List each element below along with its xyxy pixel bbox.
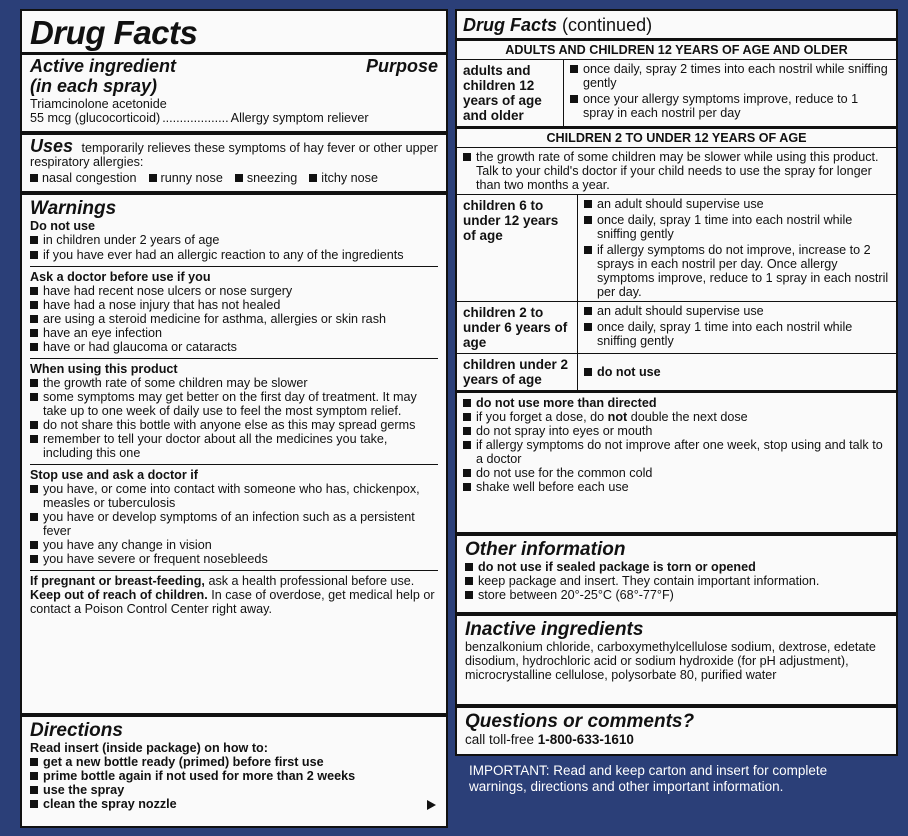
list-item: you have or develop symptoms of an infection such as a persistent fever xyxy=(30,510,438,538)
phone-line: call toll-free 1-800-633-1610 xyxy=(465,732,634,747)
ask-doctor-heading: Ask a doctor before use if you xyxy=(30,270,211,284)
general-directions xyxy=(463,393,890,494)
questions-panel xyxy=(455,706,898,756)
list-item: use the spray xyxy=(30,783,438,797)
list-item: shake well before each use xyxy=(463,480,890,494)
other-heading: Other information xyxy=(465,539,626,560)
ingredient-dose: 55 mcg (glucocorticoid) xyxy=(30,111,161,125)
continued-title: Drug Facts (continued) xyxy=(463,15,653,35)
list-item: do not use more than directed xyxy=(463,396,890,410)
adults-label: adults and children 12 years of age and older xyxy=(457,60,564,126)
adults-row xyxy=(457,60,896,126)
children-under-2-row xyxy=(457,354,896,390)
list-item: if you forget a dose, do not double the next dose xyxy=(463,410,890,424)
list-item: do not spray into eyes or mouth xyxy=(463,424,890,438)
list-item: have or had glaucoma or cataracts xyxy=(30,340,438,354)
list-item: have had recent nose ulcers or nose surgery xyxy=(30,284,438,298)
adults-heading: ADULTS AND CHILDREN 12 YEARS OF AGE AND OLDER xyxy=(505,43,848,57)
list-item: an adult should supervise use xyxy=(584,197,890,211)
phone-number: 1-800-633-1610 xyxy=(537,732,634,747)
important-note: IMPORTANT: Read and keep carton and insert for complete warnings, directions and other important information. xyxy=(469,763,828,794)
list-item: itchy nose xyxy=(309,171,378,185)
uses-text: temporarily relieves these symptoms of hay fever or other upper respiratory allergies: xyxy=(30,141,438,169)
list-item: have an eye infection xyxy=(30,326,438,340)
list-item: sneezing xyxy=(235,171,297,185)
list-item: have had a nose injury that has not healed xyxy=(30,298,438,312)
pregnant-warning: If pregnant or breast-feeding, ask a health professional before use. xyxy=(30,574,415,588)
directions-intro: Read insert (inside package) on how to: xyxy=(30,741,268,755)
warnings-panel xyxy=(20,193,448,715)
list-item: clean the spray nozzle xyxy=(30,797,438,811)
children-2-row xyxy=(457,302,896,353)
list-item: runny nose xyxy=(149,171,223,185)
list-item: you have any change in vision xyxy=(30,538,438,552)
uses-panel xyxy=(20,133,448,193)
uses-list xyxy=(30,171,438,185)
ingredient-dots: ................... xyxy=(162,111,229,125)
c2-label: children 2 to under 6 years of age xyxy=(457,302,578,353)
purpose-heading: Purpose xyxy=(365,56,438,76)
list-item: in children under 2 years of age xyxy=(30,233,438,247)
list-item: once your allergy symptoms improve, reduce to 1 spray in each nostril per day xyxy=(570,92,890,120)
directions-heading: Directions xyxy=(30,720,123,741)
directions-panel xyxy=(20,715,448,828)
list-item: remember to tell your doctor about all the medicines you take, including this one xyxy=(30,432,438,460)
list-item: are using a steroid medicine for asthma, allergies or skin rash xyxy=(30,312,438,326)
list-item: prime bottle again if not used for more than 2 weeks xyxy=(30,769,438,783)
inactive-heading: Inactive ingredients xyxy=(465,619,644,640)
active-ingredient-panel xyxy=(20,9,448,133)
list-item: you have severe or frequent nosebleeds xyxy=(30,552,438,566)
drug-facts-title: Drug Facts xyxy=(30,14,198,51)
inactive-ingredients-panel xyxy=(455,614,898,706)
list-item: get a new bottle ready (primed) before first use xyxy=(30,755,438,769)
list-item: store between 20°-25°C (68°-77°F) xyxy=(465,588,888,602)
ingredient-purpose: Allergy symptom reliever xyxy=(230,111,369,125)
questions-heading: Questions or comments? xyxy=(465,711,695,732)
ingredient-name: Triamcinolone acetonide xyxy=(30,97,167,111)
cu2-label: children under 2 years of age xyxy=(457,354,578,390)
children-note: the growth rate of some children may be slower while using this product. Talk to your child's doctor if your child needs to use the spray for longer than two months a year. xyxy=(463,148,890,194)
list-item: if you have ever had an allergic reaction to any of the ingredients xyxy=(30,248,438,262)
list-item: do not use if sealed package is torn or opened xyxy=(465,560,888,574)
keep-out-warning: Keep out of reach of children. In case of overdose, get medical help or contact a Poison Control Center right away. xyxy=(30,588,435,616)
warnings-heading: Warnings xyxy=(30,198,117,219)
list-item: once daily, spray 1 time into each nostril while sniffing gently xyxy=(584,213,890,241)
list-item: you have, or come into contact with someone who has, chickenpox, measles or tuberculosis xyxy=(30,482,438,510)
directions-continued-panel xyxy=(455,9,898,534)
stop-use-heading: Stop use and ask a doctor if xyxy=(30,468,198,482)
list-item: if allergy symptoms do not improve after one week, stop using and talk to a doctor xyxy=(463,438,890,466)
continue-arrow-icon xyxy=(427,800,436,810)
list-item: an adult should supervise use xyxy=(584,304,890,318)
inactive-text: benzalkonium chloride, carboxymethylcellulose sodium, dextrose, edetate disodium, hydrochloric acid or sodium hydroxide (for pH adjustment), microcrystalline cellulose, polysorbate 80, purified water xyxy=(465,640,876,682)
list-item: nasal congestion xyxy=(30,171,137,185)
children-6-row xyxy=(457,195,896,301)
list-item: keep package and insert. They contain important information. xyxy=(465,574,888,588)
children-heading: CHILDREN 2 TO UNDER 12 YEARS OF AGE xyxy=(546,131,807,145)
active-ingredient-heading: Active ingredient (in each spray) xyxy=(30,56,177,96)
c6-label: children 6 to under 12 years of age xyxy=(457,195,578,301)
ingredient-line xyxy=(30,111,438,125)
list-item: do not share this bottle with anyone else as this may spread germs xyxy=(30,418,438,432)
list-item: if allergy symptoms do not improve, increase to 2 sprays in each nostril per day. Once allergy symptoms improve, reduce to 1 spray in each nostril per day. xyxy=(584,243,890,299)
uses-heading: Uses xyxy=(30,136,74,156)
list-item: do not use xyxy=(584,365,890,379)
other-information-panel xyxy=(455,534,898,614)
when-using-heading: When using this product xyxy=(30,362,178,376)
list-item: do not use for the common cold xyxy=(463,466,890,480)
list-item: some symptoms may get better on the first day of treatment. It may take up to one week of daily use to feel the most symptom relief. xyxy=(30,390,438,418)
list-item: the growth rate of some children may be slower xyxy=(30,376,438,390)
list-item: once daily, spray 1 time into each nostril while sniffing gently xyxy=(584,320,890,348)
list-item: once daily, spray 2 times into each nostril while sniffing gently xyxy=(570,62,890,90)
do-not-use-heading: Do not use xyxy=(30,219,96,233)
